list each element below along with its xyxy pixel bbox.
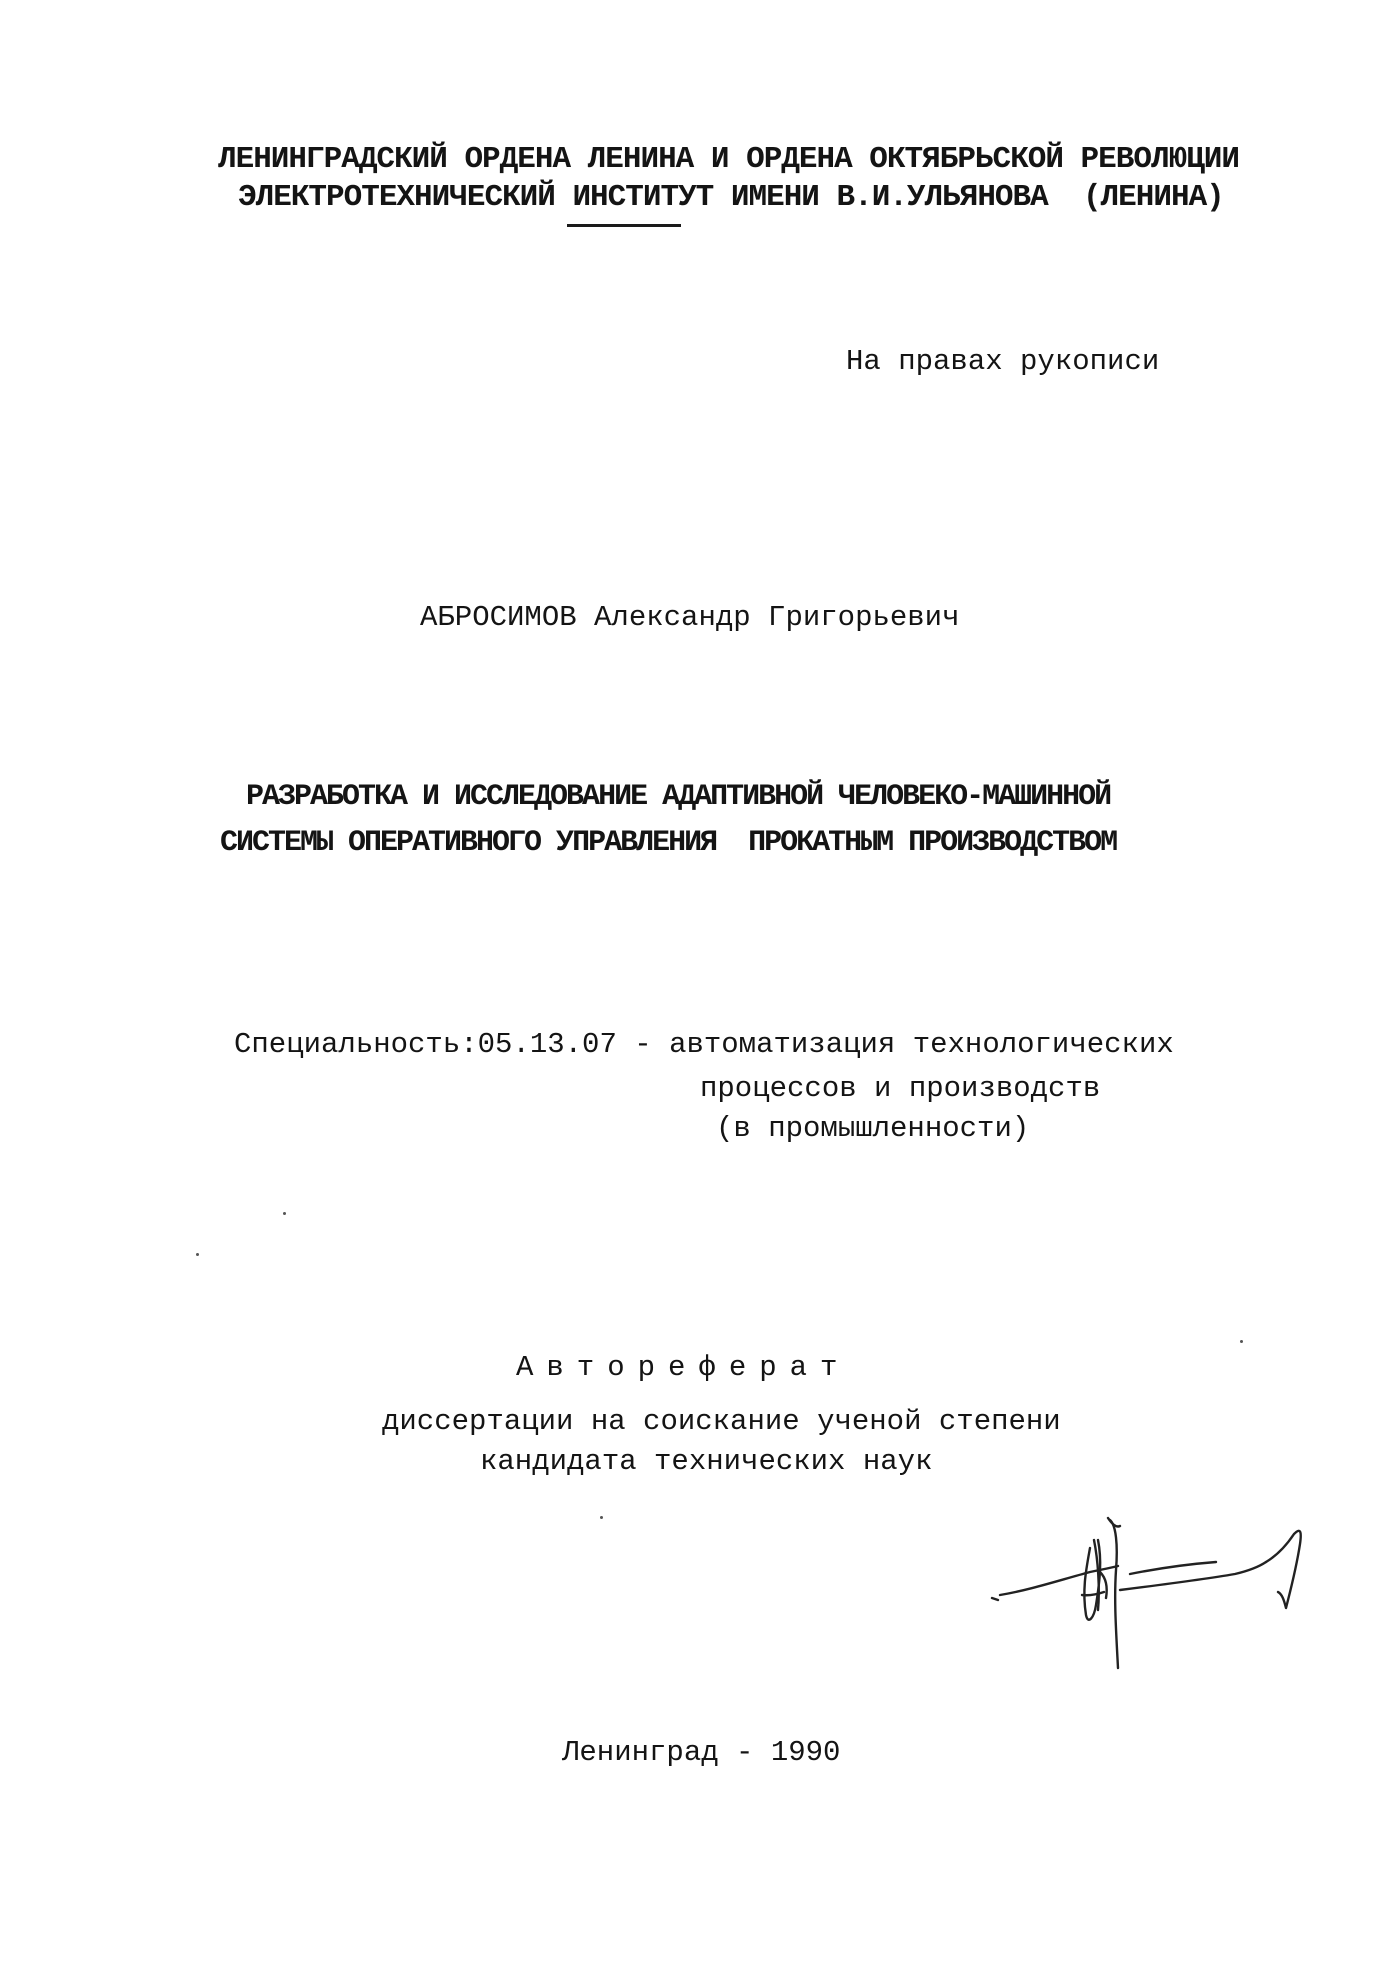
abstract-line-1: диссертации на соискание ученой степени: [382, 1405, 1061, 1438]
specialty-line-2: процессов и производств: [700, 1072, 1101, 1105]
scan-speck: [283, 1212, 286, 1215]
place-and-year: Ленинград - 1990: [562, 1736, 841, 1769]
header-underline: [567, 224, 681, 227]
thesis-title-line-1: РАЗРАБОТКА И ИССЛЕДОВАНИЕ АДАПТИВНОЙ ЧЕЛОВЕКО-МАШИННОЙ: [246, 780, 1111, 814]
abstract-line-2: кандидата технических наук: [480, 1445, 933, 1478]
institute-line-2: ЭЛЕКТРОТЕХНИЧЕСКИЙ ИНСТИТУТ ИМЕНИ В.И.УЛЬЯНОВА (ЛЕНИНА): [238, 180, 1224, 215]
thesis-title-line-2: СИСТЕМЫ ОПЕРАТИВНОГО УПРАВЛЕНИЯ ПРОКАТНЫМ ПРОИЗВОДСТВОМ: [220, 826, 1117, 860]
scan-speck: [1240, 1340, 1243, 1343]
specialty-line-1: Специальность:05.13.07 - автоматизация технологических: [234, 1028, 1174, 1061]
handwritten-signature: [990, 1500, 1350, 1670]
specialty-line-3: (в промышленности): [716, 1112, 1030, 1145]
scan-speck: [196, 1253, 199, 1256]
abstract-heading: Автореферат: [516, 1351, 851, 1384]
scan-speck: [600, 1516, 603, 1519]
institute-line-1: ЛЕНИНГРАДСКИЙ ОРДЕНА ЛЕНИНА И ОРДЕНА ОКТЯБРЬСКОЙ РЕВОЛЮЦИИ: [218, 142, 1239, 177]
manuscript-note: На правах рукописи: [846, 345, 1160, 378]
author-name: АБРОСИМОВ Александр Григорьевич: [420, 601, 960, 634]
